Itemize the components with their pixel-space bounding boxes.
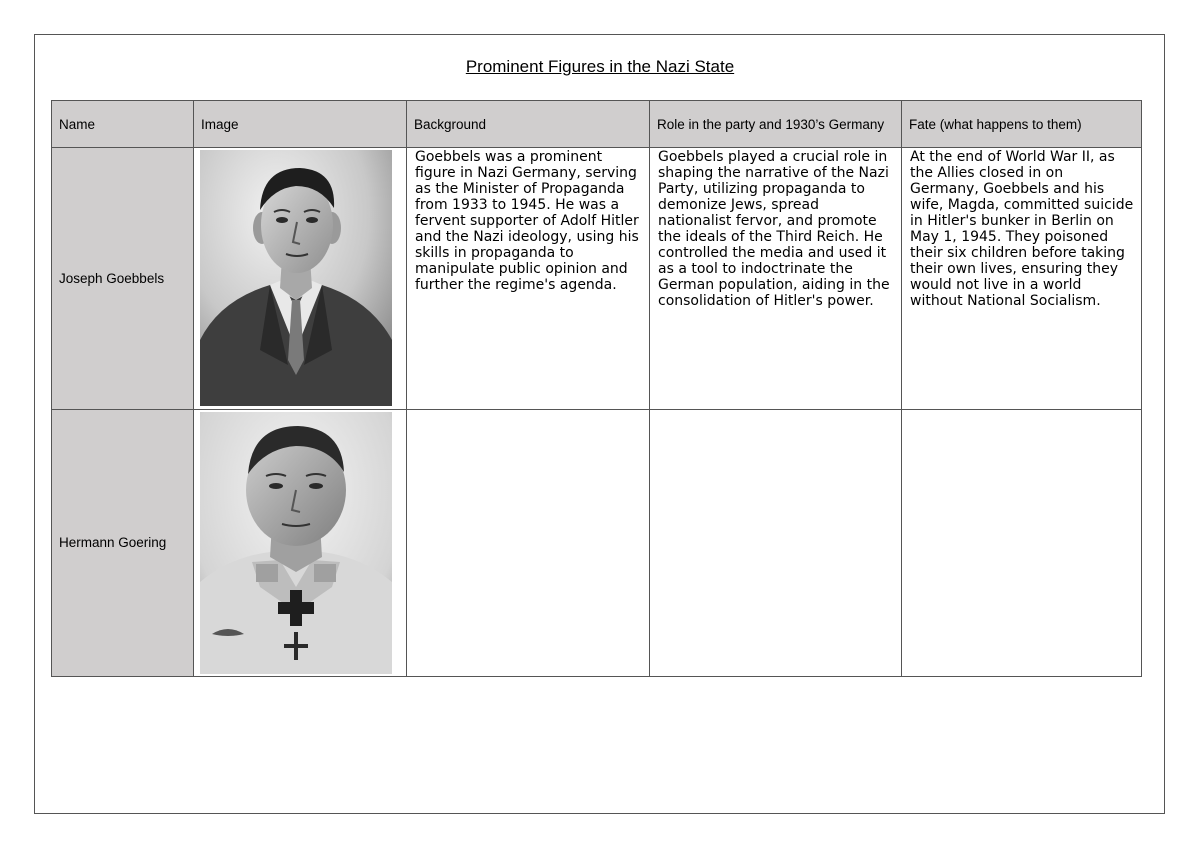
table-row	[52, 410, 1142, 677]
role-text: Goebbels played a crucial role in shaping the narrative of the Nazi Party, utilizing propaganda to demonize Jews, spread nationalist fervor, and promote the ideals of the Third Reich. He controlled the media and used it as a tool to indoctrinate the German population, aiding in the consolidation of Hitler's power.	[650, 148, 902, 410]
column-header-role: Role in the party and 1930’s Germany	[650, 101, 902, 148]
table-row	[52, 148, 1142, 410]
column-header-background: Background	[407, 101, 650, 148]
figure-name: Joseph Goebbels	[52, 148, 194, 410]
goering-portrait-icon	[200, 412, 392, 674]
header-row	[52, 101, 1142, 148]
image-cell	[194, 410, 407, 677]
background-text: Goebbels was a prominent figure in Nazi Germany, serving as the Minister of Propaganda from 1933 to 1945. He was a fervent supporter of Adolf Hitler and the Nazi ideology, using his skills in propaganda to manipulate public opinion and further the regime's agenda.	[407, 148, 650, 410]
figures-table	[51, 100, 1142, 677]
fate-text	[902, 410, 1142, 677]
figure-name: Hermann Goering	[52, 410, 194, 677]
goebbels-portrait-icon	[200, 150, 392, 406]
document-title: Prominent Figures in the Nazi State	[465, 57, 735, 76]
image-cell	[194, 148, 407, 410]
role-text	[650, 410, 902, 677]
column-header-fate: Fate (what happens to them)	[902, 101, 1142, 148]
fate-text: At the end of World War II, as the Allies closed in on Germany, Goebbels and his wife, Magda, committed suicide in Hitler's bunker in Berlin on May 1, 1945. They poisoned their six children before taking their own lives, ensuring they would not live in a world without National Socialism.	[902, 148, 1142, 410]
column-header-image: Image	[194, 101, 407, 148]
column-header-name: Name	[52, 101, 194, 148]
background-text	[407, 410, 650, 677]
